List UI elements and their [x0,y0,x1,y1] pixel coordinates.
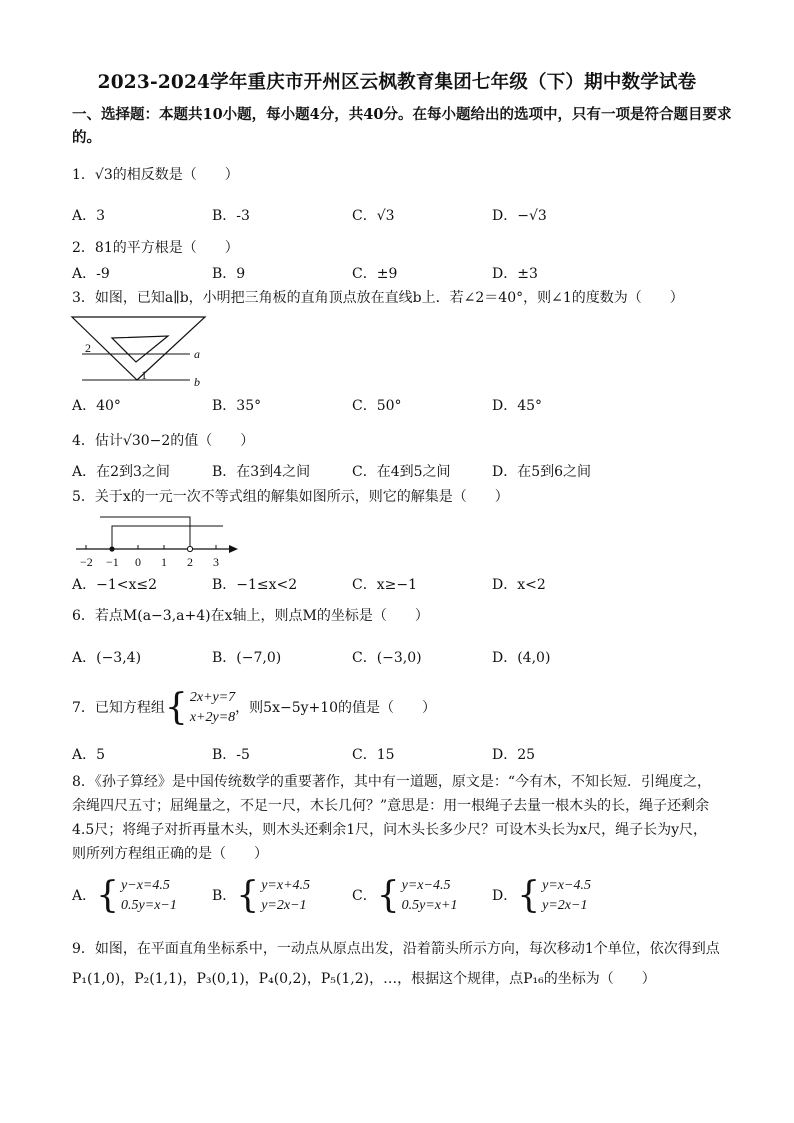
q7-prefix: 7．已知方程组 [72,700,165,716]
q8-option-d: D． { y=x−4.5 y=2x−1 [492,875,591,916]
q7-eq1: 2x+y=7 [189,690,236,705]
q8-option-c: C． { y=x−4.5 0.5y=x+1 [352,875,458,916]
q7-option-d: D．25 [492,747,536,763]
q6-option-a: A．(−3,4) [72,650,142,666]
q2-option-a: A．-9 [72,266,110,282]
question-1-stem: 1．√3的相反数是（ ） [72,167,239,183]
q5-option-c: C．x≥−1 [352,577,417,593]
q9-line: P₁(1,0)，P₂(1,1)，P₃(0,1)，P₄(0,2)，P₅(1,2)，…，根据这个规律，点P₁₆的坐标为（ ） [72,971,656,987]
equation: y=x−4.5 [542,878,591,893]
q7-option-c: C．15 [352,747,395,763]
q8-option-b: B． { y=x+4.5 y=2x−1 [212,875,311,916]
q8-line: 8．《孙子算经》是中国传统数学的重要著作，其中有一道题，原文是：“今有木，不知长短．引绳度之， [72,774,712,790]
question-9-stem [72,934,727,994]
equation: y=x−4.5 [401,878,451,893]
q4-option-b: B．在3到4之间 [212,464,311,480]
q8-line: 则所列方程组正确的是（ ） [72,846,268,862]
q1-option-a: A．3 [72,208,106,224]
tick-label: 1 [161,555,167,569]
q1-option-b: B．-3 [212,208,250,224]
option-label: C． [352,888,377,904]
option-label: D． [492,888,518,904]
q8-line: 余绳四尺五寸；屈绳量之，不足一尺，木长几何？”意思是：用一根绳子去量一根木头的长，绳子还剩余 [72,798,710,814]
tick-label: −2 [80,555,93,569]
q1-option-d: D．−√3 [492,208,547,224]
equation: y=2x−1 [261,898,307,913]
label-a: a [194,347,200,361]
section-heading: 一、选择题：本题共10小题，每小题4分，共40分。在每小题给出的选项中，只有一项是符合题目要求的。 [72,106,732,146]
page-title: 2023-2024学年重庆市开州区云枫教育集团七年级（下）期中数学试卷 [97,72,697,93]
q3-triangle-figure [72,312,207,392]
q8-option-a: A． { y−x=4.5 0.5y=x−1 [72,875,177,916]
inner-triangle [112,336,168,362]
question-8-stem [72,770,727,866]
equation: y=2x−1 [542,898,588,913]
option-label: B． [212,888,237,904]
q3-option-a: A．40° [72,398,121,414]
q2-option-c: C．±9 [352,266,398,282]
q8-line: 4.5尺；将绳子对折再量木头，则木头还剩余1尺，问木头长多少尺？可设木头长为x尺，绳子长为y尺， [72,822,707,838]
q3-option-d: D．45° [492,398,543,414]
q4-option-d: D．在5到6之间 [492,464,592,480]
q7-suffix: ，则5x−5y+10的值是（ ） [235,700,437,716]
q5-option-b: B．−1≤x<2 [212,577,298,593]
q7-equation-system: { 2x+y=7 x+2y=8 [164,687,236,728]
q4-option-c: C．在4到5之间 [352,464,451,480]
equation: y−x=4.5 [121,878,170,893]
q1-option-c: C．√3 [352,208,395,224]
q9-line: 9．如图，在平面直角坐标系中，一动点从原点出发，沿着箭头所示方向，每次移动1个单位，依次得到点 [72,941,720,957]
q7-option-a: A．5 [72,747,106,763]
option-label: A． [72,888,97,904]
equation: y=x+4.5 [261,878,311,893]
q2-option-d: D．±3 [492,266,538,282]
label-angle-1: 1 [141,368,147,382]
q5-number-line [72,512,242,572]
q5-option-d: D．x<2 [492,577,546,593]
question-5-stem: 5．关于x的一元一次不等式组的解集如图所示，则它的解集是（ ） [72,489,509,505]
question-4-stem: 4．估计√30−2的值（ ） [72,433,255,449]
q3-option-b: B．35° [212,398,262,414]
tick-label: 3 [213,555,219,569]
q2-option-b: B．9 [212,266,246,282]
question-3-stem: 3．如图，已知a∥b，小明把三角板的直角顶点放在直线b上．若∠2＝40°，则∠1的度数为（ ） [72,290,684,306]
q6-option-b: B．(−7,0) [212,650,282,666]
equation: 0.5y=x+1 [401,898,458,913]
q6-option-c: C．(−3,0) [352,650,422,666]
label-angle-2: 2 [85,341,91,355]
outer-triangle [72,317,205,380]
tick-label: 0 [135,555,141,569]
q3-option-c: C．50° [352,398,402,414]
tick-label: 2 [187,555,193,569]
q5-option-a: A．−1<x≤2 [72,577,158,593]
question-2-stem: 2．81的平方根是（ ） [72,240,239,256]
tick-label: −1 [106,555,119,569]
equation: 0.5y=x−1 [121,898,177,913]
q7-option-b: B．-5 [212,747,250,763]
q6-option-d: D．(4,0) [492,650,551,666]
q7-eq2: x+2y=8 [189,710,236,725]
label-b: b [194,375,200,389]
question-6-stem: 6．若点M(a−3,a+4)在x轴上，则点M的坐标是（ ） [72,608,429,624]
q4-option-a: A．在2到3之间 [72,464,170,480]
question-7-stem [72,688,436,728]
